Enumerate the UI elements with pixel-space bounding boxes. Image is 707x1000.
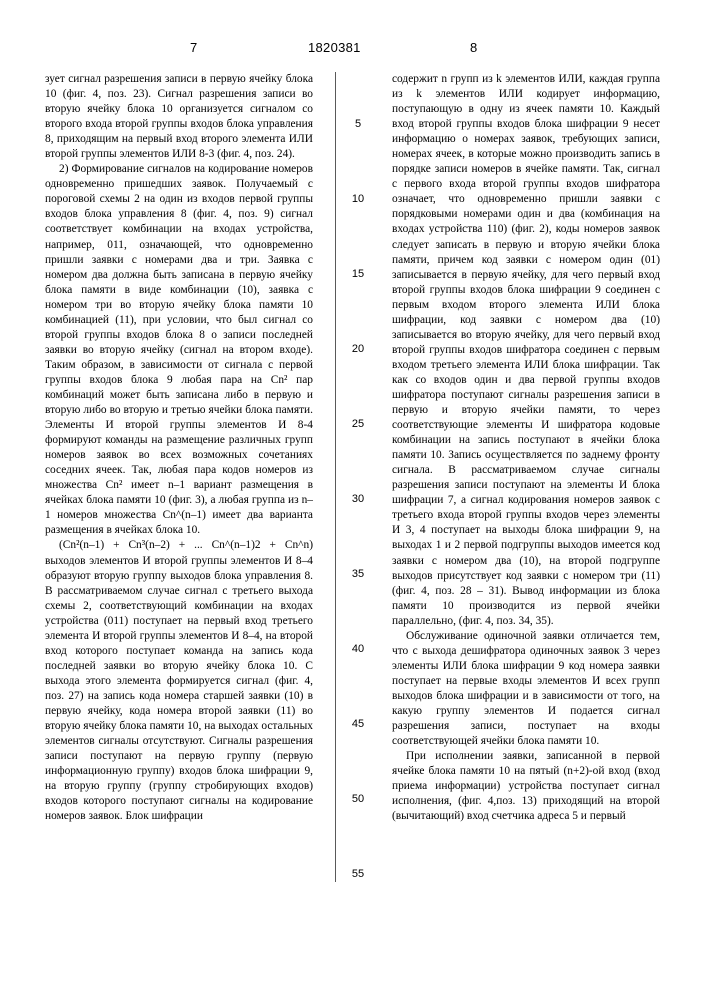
- line-number: 45: [351, 718, 365, 730]
- paragraph: (Сn²(n–1) + Сn³(n–2) + ... Сn^(n–1)2 + Сn^n) выходов элементов И второй группы элементов И 8–4 образуют вторую группу выходов блока управления 8. В рассматриваемом случае сигнал с третьего выхода схемы 2, соответствующий комбинации на входах устройства (011) поступает на первый вход третьего элемента И второй группы элементов И 8–4, на второй вход которого поступает команда на запись кода последней заявки во вторую ячейку блока 10. С выхода этого элемента формируется сигнал (фиг. 4, поз. 27) на запись кода номера старшей заявки (10) в первую ячейку, кода номера второй заявки (11) во вторую ячейку блока памяти 10, на выходах остальных элементов сигналы отсутствуют. Сигналы разрешения записи поступают на первую группу (первую информационную группу) входов блока шифрации 9, на вторую группу (группу стробирующих входов) входов которого поступают сигналы на кодирование номеров заявок. Блок шифрации: [45, 539, 313, 823]
- line-number: 30: [351, 493, 365, 505]
- paragraph: 2) Формирование сигналов на кодирование номеров одновременно пришедших заявок. Получаемый с пороговой схемы 2 на один из входов первой группы входов блока управления 8 (фиг. 4, поз. 9) сигнал соответствует комбинации на входах устройства, например, 011, означающей, что одновременно пришли заявки с номерами два и три. Заявка с номером два должна быть записана в первую ячейку блока памяти в виде комбинации (10), заявка с номером три во вторую ячейку блока памяти 10 комбинацией (11), при условии, что был сигнал со второй группы входов блока 8 о записи последней заявки во вторую ячейку (сигнал на втором входе). Таким образом, в зависимости от сигнала с первой группы входов блока 9 любая пара на Сn² пар комбинаций может быть записана либо в первую и вторую либо во вторую и третью ячейки блока памяти. Элементы И второй группы элементов И 8-4 формируют команды на размещение различных групп номеров заявок во всех возможных сочетаниях соседних ячеек. Так, любая пара кодов номеров из множества Сn² имеет n–1 вариант размещения в ячейках блока памяти 10 (фиг. 3), а любая группа из n–1 номеров множества Сn^(n–1) имеет два варианта размещения в ячейках блока 10.: [45, 163, 313, 537]
- line-number: 25: [351, 418, 365, 430]
- page-header: [0, 40, 707, 58]
- paragraph: Обслуживание одиночной заявки отличается тем, что с выхода дешифратора одиночных заявок 3 через элементы ИЛИ блока шифрации 9 код номера заявки поступает на первые входы элементов И всех групп выходов блока шифрации и в зависимости от того, на какую группу элементов И подается сигнал разрешения записи, поступает на входы соответствующей ячейки блока памяти 10.: [392, 629, 660, 748]
- line-number: 55: [351, 868, 365, 880]
- column-left: [45, 72, 313, 824]
- paragraph: содержит n групп из k элементов ИЛИ, каждая группа из k элементов ИЛИ кодирует информацию, поступающую в одну из ячеек памяти 10. Каждый вход второй группы входов блока шифрации 9 несет информацию о номерах заявок, требующих записи, номерах ячеек, в которые можно производить запись в порядке записи номеров в ячейке памяти. Так, сигнал с первого входа второй группы входов шифратора означает, что одновременно пришли заявки с порядковыми номерами один и два (комбинация на входах устройства 110) (фиг. 2), коды номеров заявок следует записать в первую и вторую ячейки блока памяти, причем код заявки с номером один (01) записывается в первую ячейку, для чего первый вход второй группы входов блока шифрации 9 соединен с первым входом второго элемента ИЛИ блока шифрации, код заявки с номером два (10) записывается во вторую ячейку, для чего первый вход второй группы входов шифратора соединен с первым входом третьего элемента ИЛИ блока шифрации. Так как со входов один и два первой группы входов шифратора поступают сигналы разрешения записи в первую и вторую ячейки памяти, то через соответствующие элементы И шифратора кодовые комбинации на запись поступают в ячейки блока памяти 10. Запись осуществляется по заднему фронту сигнала. В рассматриваемом случае сигналы разрешения записи поступают на элементы И блока шифрации 7, а сигнал кодирования номеров заявок с третьего входа второй группы входов через элементы И 3, 4 поступает на выходы блока шифрации 9, на выходах 1 и 2 первой подгруппы выходов имеется код заявки с номером два (10), на второй подгруппе выходов присутствует код заявки с номером три (11) (фиг. 4, поз. 28 – 31). Вывод информации из блока памяти 10 производится из первой ячейки параллельно, (фиг. 4, поз. 34, 35).: [392, 73, 660, 627]
- paragraph: зует сигнал разрешения записи в первую ячейку блока 10 (фиг. 4, поз. 23). Сигнал разрешения записи во вторую ячейку блока 10 организуется сигналом со второго входа второй группы входов блока управления 8, приходящим на первый вход второго элемента ИЛИ второй группы элементов ИЛИ 8-3 (фиг. 4, поз. 24).: [45, 73, 313, 161]
- line-number: 40: [351, 643, 365, 655]
- text-columns: [0, 72, 707, 902]
- column-right: [392, 72, 660, 824]
- page-number-right: 8: [470, 40, 478, 55]
- line-number: 5: [354, 118, 362, 130]
- line-number: 20: [351, 343, 365, 355]
- line-number: 50: [351, 793, 365, 805]
- paragraph: При исполнении заявки, записанной в первой ячейке блока памяти 10 на пятый (n+2)-ой вход (вход приема информации) устройства поступает сигнал исполнения, (фиг. 4,поз. 13) приходящий на второй (вычитающий) вход счетчика адреса 5 и первый: [392, 750, 660, 823]
- document-number: 1820381: [308, 40, 361, 55]
- line-number: 15: [351, 268, 365, 280]
- line-number: 10: [351, 193, 365, 205]
- page-number-left: 7: [190, 40, 198, 55]
- line-number: 35: [351, 568, 365, 580]
